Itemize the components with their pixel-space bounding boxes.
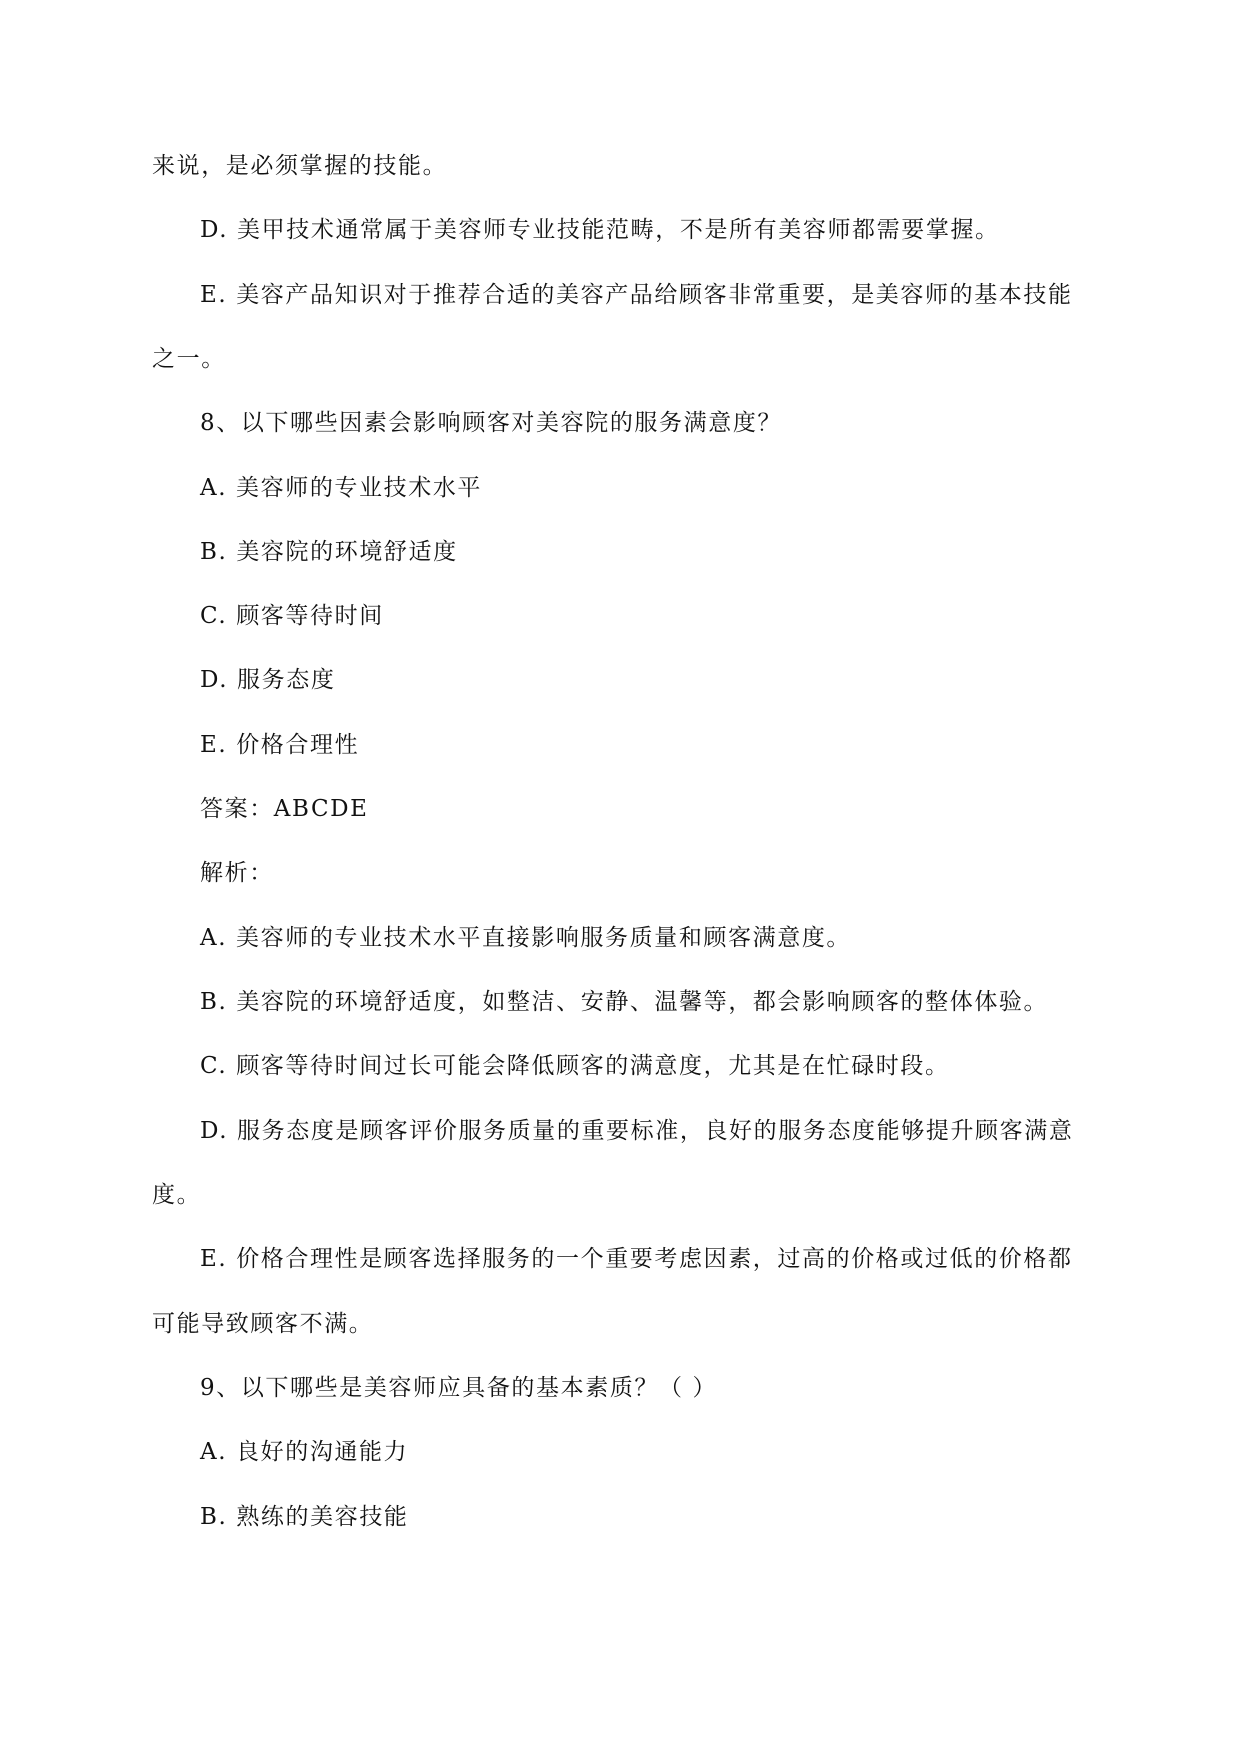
analysis-d-continuation: 度。 bbox=[152, 1182, 202, 1208]
analysis-option-e: E. 美容产品知识对于推荐合适的美容产品给顾客非常重要，是美容师的基本技能 bbox=[200, 282, 1073, 308]
analysis-a: A. 美容师的专业技术水平直接影响服务质量和顾客满意度。 bbox=[200, 925, 852, 951]
answer-line: 答案：ABCDE bbox=[200, 796, 369, 822]
analysis-b: B. 美容院的环境舒适度，如整洁、安静、温馨等，都会影响顾客的整体体验。 bbox=[200, 989, 1049, 1015]
analysis-e: E. 价格合理性是顾客选择服务的一个重要考虑因素，过高的价格或过低的价格都 bbox=[200, 1246, 1073, 1272]
question-8-option-e: E. 价格合理性 bbox=[200, 732, 360, 758]
question-9-option-b: B. 熟练的美容技能 bbox=[200, 1504, 409, 1530]
question-8-option-d: D. 服务态度 bbox=[200, 667, 336, 693]
paragraph-continuation: 来说，是必须掌握的技能。 bbox=[152, 153, 448, 179]
question-9: 9、以下哪些是美容师应具备的基本素质？（ ） bbox=[200, 1375, 718, 1401]
analysis-c: C. 顾客等待时间过长可能会降低顾客的满意度，尤其是在忙碌时段。 bbox=[200, 1053, 950, 1079]
analysis-option-d: D. 美甲技术通常属于美容师专业技能范畴，不是所有美容师都需要掌握。 bbox=[200, 217, 1000, 243]
question-9-option-a: A. 良好的沟通能力 bbox=[200, 1439, 409, 1465]
analysis-d: D. 服务态度是顾客评价服务质量的重要标准，良好的服务态度能够提升顾客满意 bbox=[200, 1118, 1074, 1144]
question-8-option-a: A. 美容师的专业技术水平 bbox=[200, 475, 483, 501]
question-8: 8、以下哪些因素会影响顾客对美容院的服务满意度？ bbox=[200, 410, 783, 436]
question-8-option-c: C. 顾客等待时间 bbox=[200, 603, 384, 629]
question-8-option-b: B. 美容院的环境舒适度 bbox=[200, 539, 458, 565]
analysis-heading: 解析： bbox=[200, 860, 274, 886]
analysis-e-continuation: 可能导致顾客不满。 bbox=[152, 1311, 374, 1337]
analysis-option-e-continuation: 之一。 bbox=[152, 346, 226, 372]
